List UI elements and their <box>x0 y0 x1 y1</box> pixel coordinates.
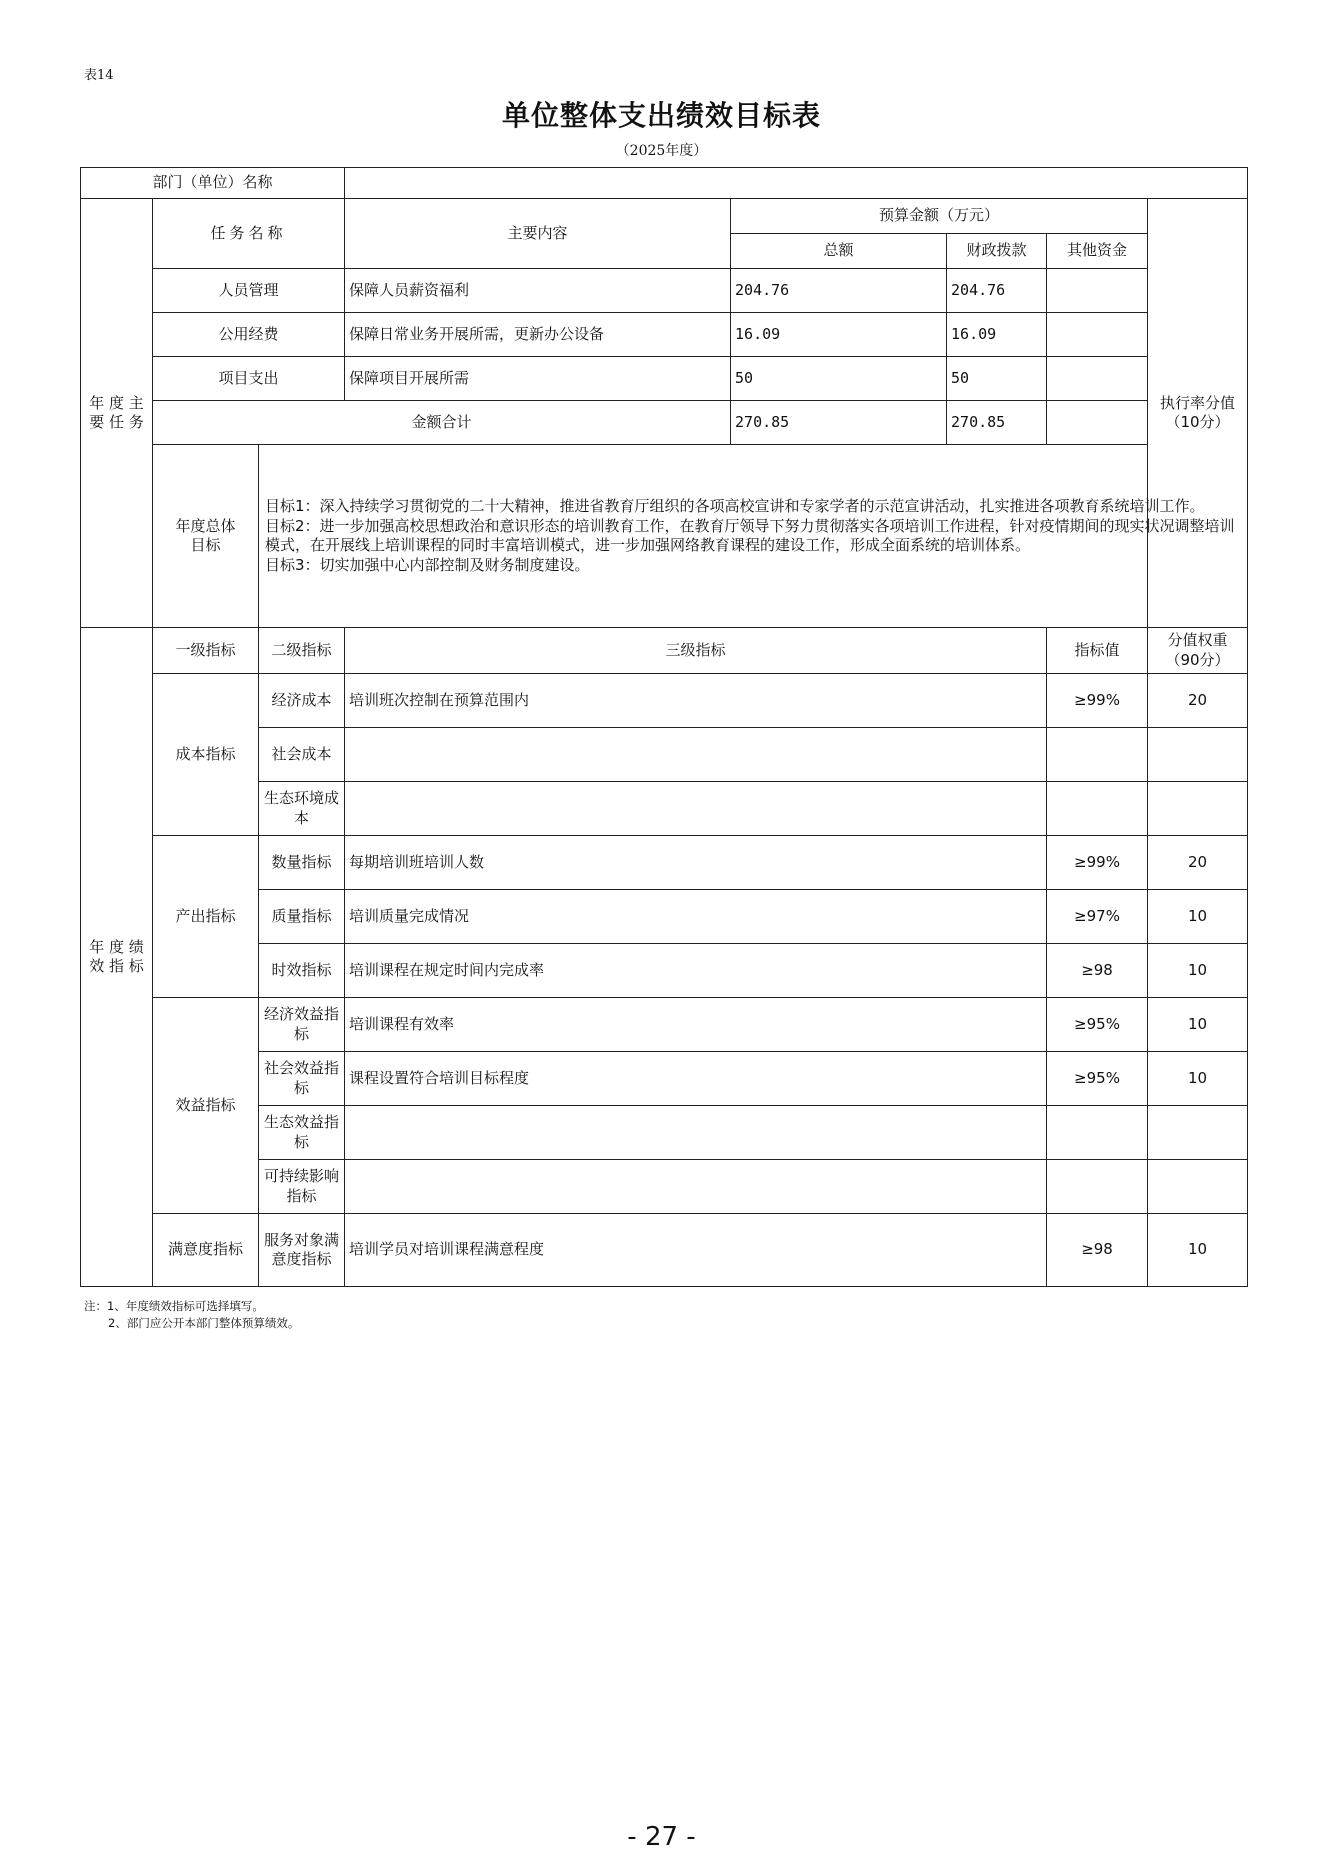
goals-content <box>259 445 1248 628</box>
col-l3: 三级指标 <box>345 628 1047 674</box>
col-l2: 二级指标 <box>259 628 345 674</box>
indicator-weight: 20 <box>1148 836 1248 890</box>
task-content: 保障人员薪资福利 <box>345 269 731 313</box>
indicator-l1: 满意度指标 <box>153 1214 259 1287</box>
indicator-weight: 10 <box>1148 890 1248 944</box>
col-l1: 一级指标 <box>153 628 259 674</box>
sum-other <box>1047 401 1148 445</box>
tasks-section-label: 年 度 主 要 任 务 <box>81 199 153 628</box>
indicator-row <box>81 1214 1248 1287</box>
footnote-1: 注：1、年度绩效指标可选择填写。 <box>84 1299 264 1313</box>
indicator-weight: 10 <box>1148 944 1248 998</box>
task-other <box>1047 313 1148 357</box>
indicator-value <box>1047 782 1148 836</box>
document-year: （2025年度） <box>615 143 708 159</box>
task-total: 204.76 <box>731 269 947 313</box>
indicator-weight <box>1148 728 1248 782</box>
indicator-weight: 10 <box>1148 1214 1248 1287</box>
indicator-l2: 社会成本 <box>259 728 345 782</box>
indicator-weight <box>1148 1106 1248 1160</box>
indicator-value <box>1047 1160 1148 1214</box>
sum-label: 金额合计 <box>153 401 731 445</box>
indicator-weight: 10 <box>1148 1052 1248 1106</box>
dept-name-label: 部门（单位）名称 <box>81 168 345 199</box>
task-fiscal: 50 <box>947 357 1047 401</box>
col-total: 总额 <box>731 234 947 269</box>
indicator-l2: 生态效益指标 <box>259 1106 345 1160</box>
indicator-l1: 效益指标 <box>153 998 259 1214</box>
sum-fiscal: 270.85 <box>947 401 1047 445</box>
indicator-value: ≥99% <box>1047 836 1148 890</box>
indicator-l2: 时效指标 <box>259 944 345 998</box>
indicator-l3: 每期培训班培训人数 <box>345 836 1047 890</box>
indicator-l2: 经济效益指标 <box>259 998 345 1052</box>
goal-line: 目标1：深入持续学习贯彻党的二十大精神，推进省教育厅组织的各项高校宣讲和专家学者的示范宣讲活动，扎实推进各项教育系统培训工作。 <box>265 497 1205 515</box>
goals-label: 年度总体目标 <box>153 445 259 628</box>
indicator-l3: 培训班次控制在预算范围内 <box>345 674 1047 728</box>
task-name: 公用经费 <box>153 313 345 357</box>
indicator-l1: 产出指标 <box>153 836 259 998</box>
indicator-value: ≥95% <box>1047 998 1148 1052</box>
indicator-weight: 20 <box>1148 674 1248 728</box>
indicator-weight <box>1148 782 1248 836</box>
indicator-l2: 质量指标 <box>259 890 345 944</box>
indicator-l2: 数量指标 <box>259 836 345 890</box>
page-number: - 27 - <box>627 1822 696 1852</box>
performance-target-table <box>80 167 1248 1287</box>
indicator-row <box>81 836 1248 890</box>
footnotes <box>84 1298 299 1331</box>
indicator-value: ≥98 <box>1047 944 1148 998</box>
indicator-l3: 培训学员对培训课程满意程度 <box>345 1214 1047 1287</box>
task-fiscal: 16.09 <box>947 313 1047 357</box>
task-other <box>1047 269 1148 313</box>
indicator-value: ≥99% <box>1047 674 1148 728</box>
task-fiscal: 204.76 <box>947 269 1047 313</box>
indicator-l2: 服务对象满意度指标 <box>259 1214 345 1287</box>
task-sum-row <box>81 401 1248 445</box>
table-label: 表14 <box>84 68 114 83</box>
indicator-l3 <box>345 782 1047 836</box>
task-content: 保障项目开展所需 <box>345 357 731 401</box>
indicator-weight <box>1148 1160 1248 1214</box>
indicator-l3: 课程设置符合培训目标程度 <box>345 1052 1047 1106</box>
indicator-l3: 培训课程在规定时间内完成率 <box>345 944 1047 998</box>
task-total: 16.09 <box>731 313 947 357</box>
task-other <box>1047 357 1148 401</box>
indicator-l1: 成本指标 <box>153 674 259 836</box>
indicator-weight: 10 <box>1148 998 1248 1052</box>
col-weight: 分值权重（90分） <box>1148 628 1248 674</box>
indicator-value: ≥95% <box>1047 1052 1148 1106</box>
indicator-value: ≥98 <box>1047 1214 1148 1287</box>
indicator-l3: 培训课程有效率 <box>345 998 1047 1052</box>
document-title: 单位整体支出绩效目标表 <box>501 99 821 132</box>
col-value: 指标值 <box>1047 628 1148 674</box>
col-fiscal: 财政拨款 <box>947 234 1047 269</box>
indicator-l2: 社会效益指标 <box>259 1052 345 1106</box>
indicator-l3 <box>345 1106 1047 1160</box>
goal-line: 目标3：切实加强中心内部控制及财务制度建设。 <box>265 555 590 574</box>
sum-total: 270.85 <box>731 401 947 445</box>
goal-line: 目标2：进一步加强高校思想政治和意识形态的培训教育工作，在教育厅领导下努力贯彻落实各项培训工作进程，针对疫情期间的现实状况调整培训模式，在开展线上培训课程的同时丰富培训模式，进一步加强网络教育课程的建设工作，形成全面系统的培训体系。 <box>265 516 1235 554</box>
indicator-row <box>81 674 1248 728</box>
task-content: 保障日常业务开展所需，更新办公设备 <box>345 313 731 357</box>
col-main-content: 主要内容 <box>345 199 731 269</box>
indicator-value: ≥97% <box>1047 890 1148 944</box>
dept-name-value <box>345 168 1248 199</box>
indicator-value <box>1047 728 1148 782</box>
indicator-row <box>81 998 1248 1052</box>
task-name: 人员管理 <box>153 269 345 313</box>
indicators-section-label: 年 度 绩 效 指 标 <box>81 628 153 1287</box>
col-task-name: 任务名称 <box>153 199 345 269</box>
exec-rate-score: 执行率分值（10分） <box>1148 199 1248 628</box>
footnote-2: 2、部门应公开本部门整体预算绩效。 <box>108 1315 300 1330</box>
indicator-l2: 可持续影响指标 <box>259 1160 345 1214</box>
task-row <box>81 313 1248 357</box>
indicator-l3 <box>345 728 1047 782</box>
indicator-l2: 经济成本 <box>259 674 345 728</box>
indicator-l3: 培训质量完成情况 <box>345 890 1047 944</box>
task-name: 项目支出 <box>153 357 345 401</box>
col-other-funds: 其他资金 <box>1047 234 1148 269</box>
col-budget-amount: 预算金额（万元） <box>731 199 1148 234</box>
indicator-l2: 生态环境成本 <box>259 782 345 836</box>
task-total: 50 <box>731 357 947 401</box>
task-row <box>81 269 1248 313</box>
indicator-value <box>1047 1106 1148 1160</box>
task-row <box>81 357 1248 401</box>
indicator-l3 <box>345 1160 1047 1214</box>
